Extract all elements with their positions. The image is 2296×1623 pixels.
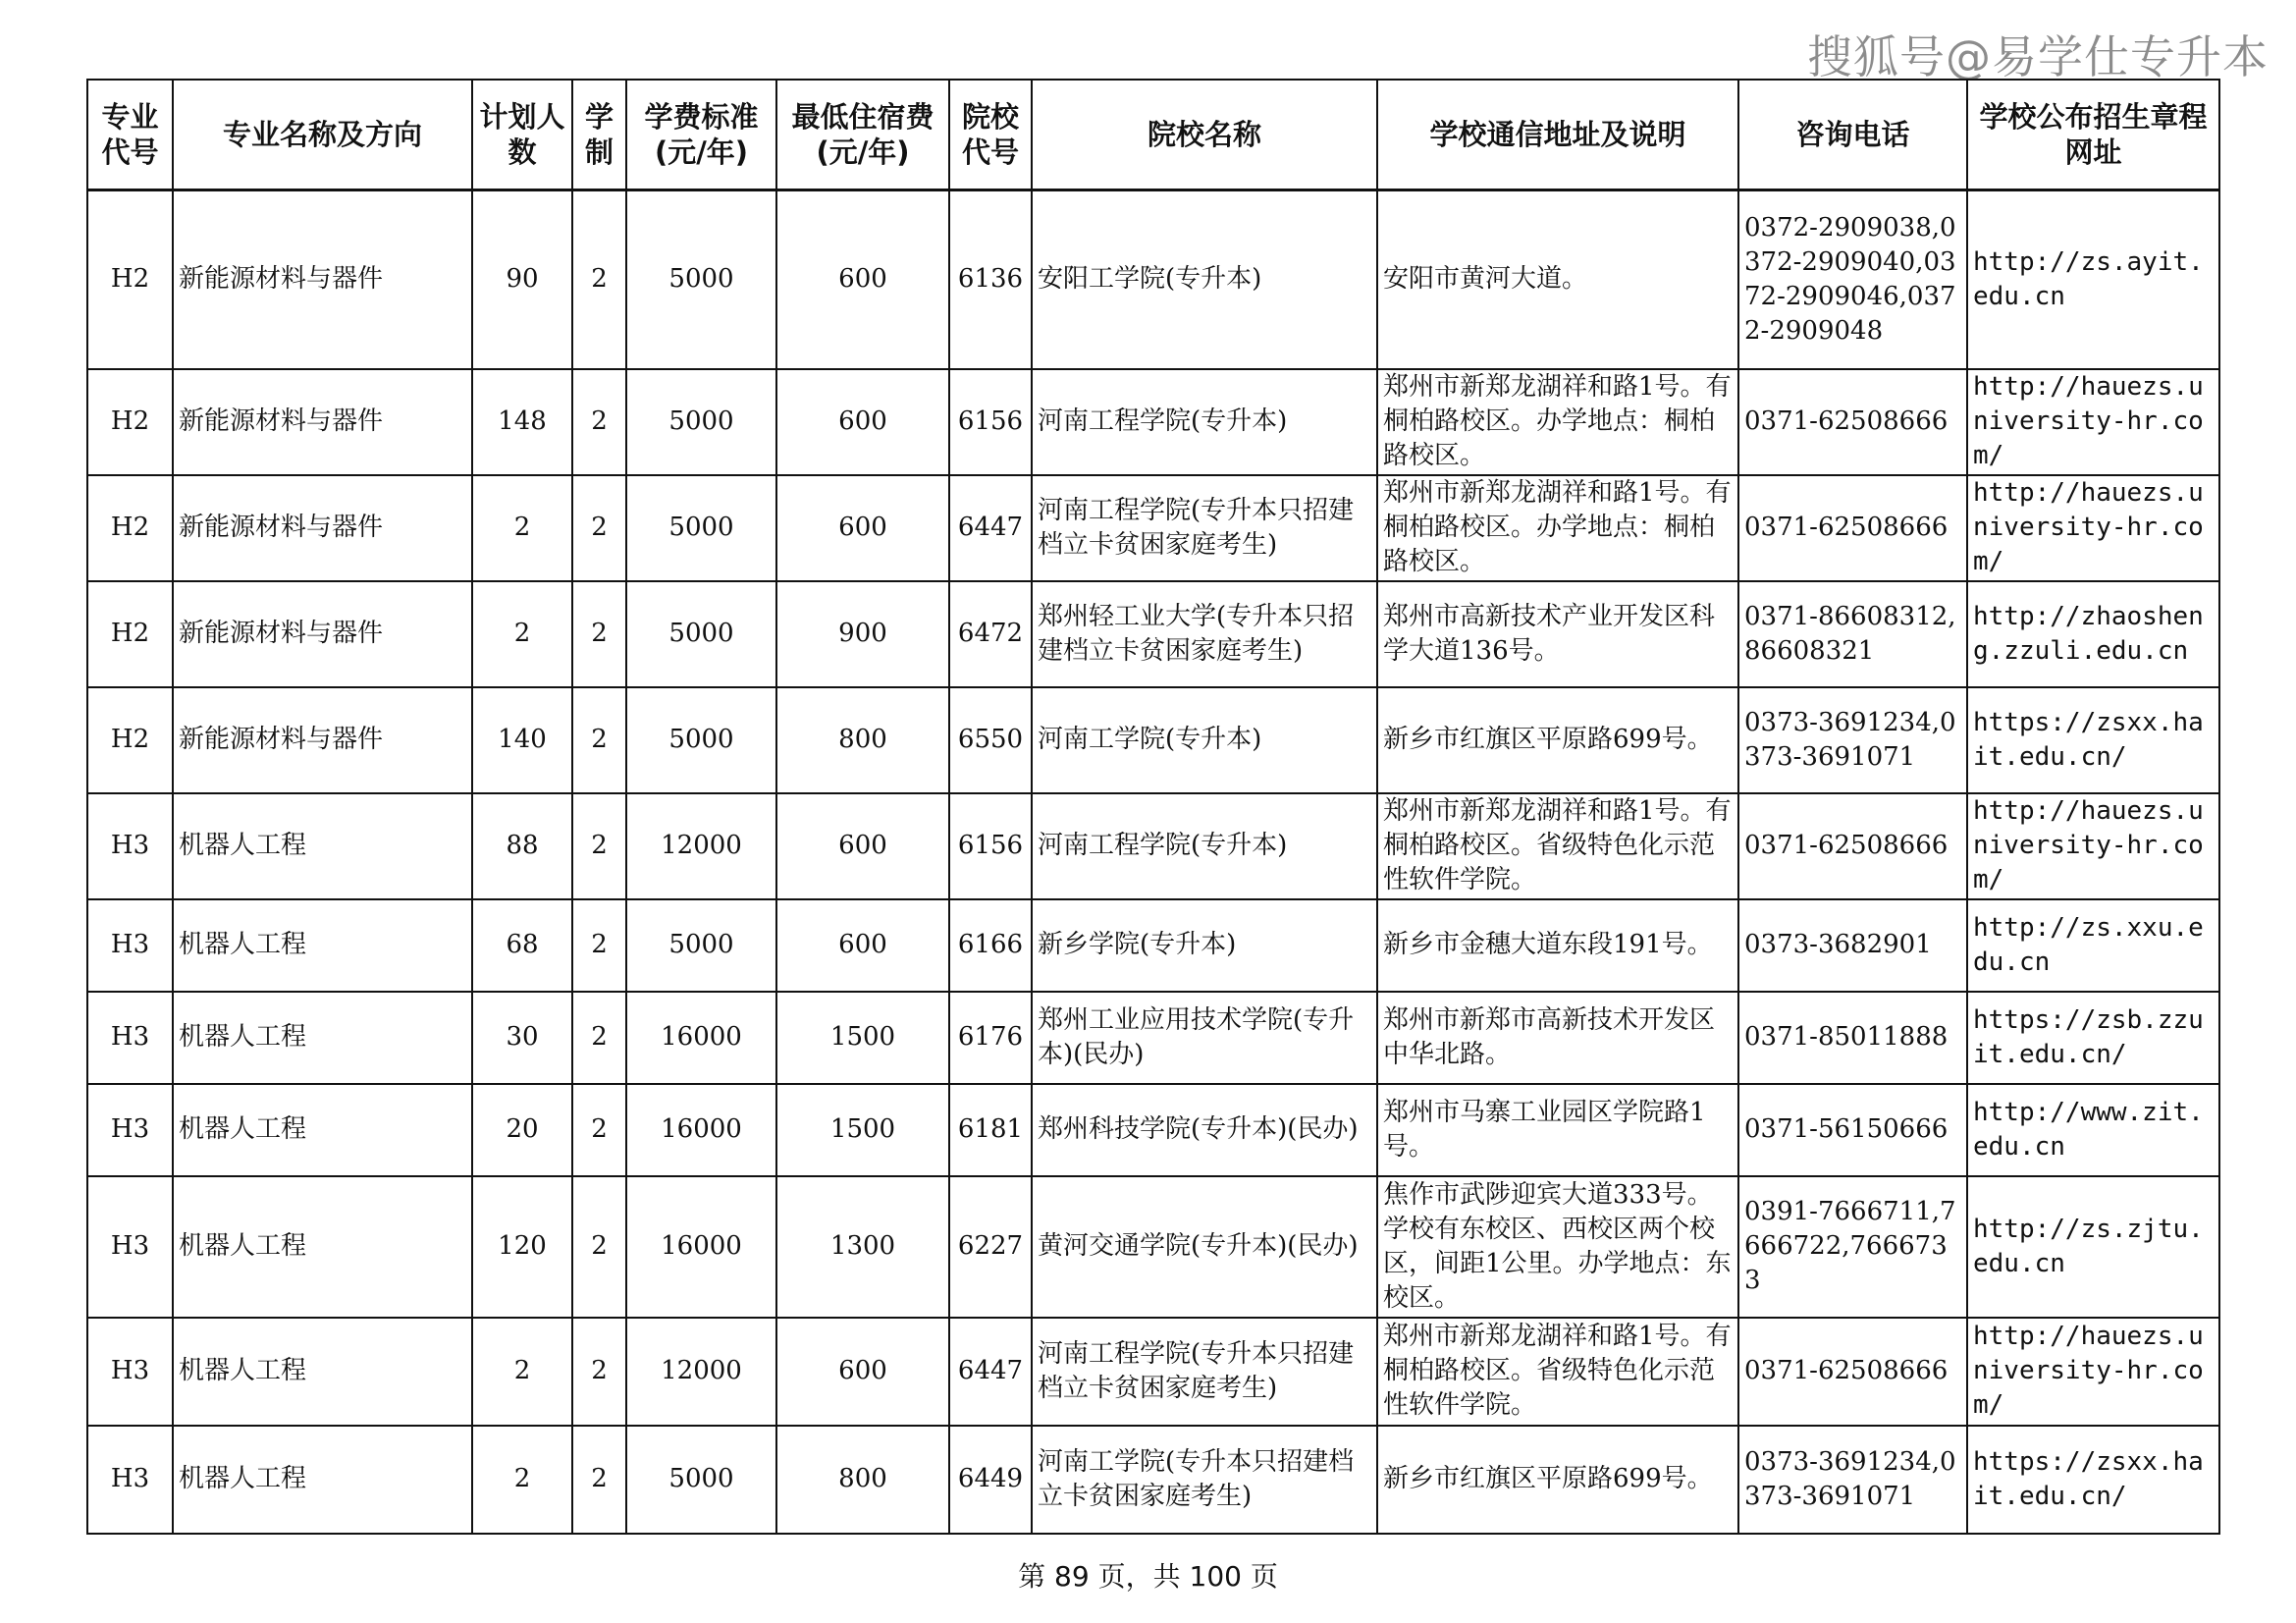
cell-url: http://www.zit.edu.cn bbox=[1967, 1084, 2219, 1176]
header-url: 学校公布招生章程网址 bbox=[1967, 80, 2219, 190]
footer-middle: 页，共 bbox=[1097, 1560, 1181, 1593]
cell-lodging: 900 bbox=[776, 581, 949, 687]
cell-years: 2 bbox=[572, 1176, 626, 1318]
cell-url: http://zhaosheng.zzuli.edu.cn bbox=[1967, 581, 2219, 687]
cell-phone: 0371-62508666 bbox=[1738, 793, 1967, 899]
header-school: 院校名称 bbox=[1032, 80, 1377, 190]
admissions-table bbox=[86, 79, 2220, 1535]
cell-major: 机器人工程 bbox=[173, 1084, 472, 1176]
header-phone: 咨询电话 bbox=[1738, 80, 1967, 190]
cell-lodging: 1300 bbox=[776, 1176, 949, 1318]
cell-fee: 12000 bbox=[626, 1318, 776, 1426]
cell-address: 郑州市新郑龙湖祥和路1号。有桐柏路校区。办学地点：桐柏路校区。 bbox=[1377, 475, 1738, 581]
cell-school: 郑州轻工业大学(专升本只招建档立卡贫困家庭考生) bbox=[1032, 581, 1377, 687]
cell-years: 2 bbox=[572, 992, 626, 1084]
cell-url: http://hauezs.university-hr.com/ bbox=[1967, 369, 2219, 475]
cell-major: 新能源材料与器件 bbox=[173, 475, 472, 581]
table-row bbox=[87, 1176, 2219, 1318]
cell-phone: 0371-62508666 bbox=[1738, 369, 1967, 475]
cell-major: 机器人工程 bbox=[173, 1426, 472, 1534]
cell-school-code: 6227 bbox=[949, 1176, 1032, 1318]
header-major: 专业名称及方向 bbox=[173, 80, 472, 190]
cell-years: 2 bbox=[572, 190, 626, 369]
cell-school: 河南工程学院(专升本) bbox=[1032, 369, 1377, 475]
cell-school-code: 6472 bbox=[949, 581, 1032, 687]
cell-phone: 0391-7666711,7666722,7666733 bbox=[1738, 1176, 1967, 1318]
cell-major: 新能源材料与器件 bbox=[173, 687, 472, 793]
table-row bbox=[87, 687, 2219, 793]
cell-school: 河南工学院(专升本只招建档立卡贫困家庭考生) bbox=[1032, 1426, 1377, 1534]
cell-lodging: 800 bbox=[776, 1426, 949, 1534]
cell-address: 新乡市红旗区平原路699号。 bbox=[1377, 687, 1738, 793]
cell-url: http://hauezs.university-hr.com/ bbox=[1967, 1318, 2219, 1426]
cell-address: 新乡市金穗大道东段191号。 bbox=[1377, 899, 1738, 992]
cell-address: 焦作市武陟迎宾大道333号。学校有东校区、西校区两个校区，间距1公里。办学地点：东校区。 bbox=[1377, 1176, 1738, 1318]
cell-code: H2 bbox=[87, 581, 173, 687]
cell-fee: 5000 bbox=[626, 190, 776, 369]
cell-years: 2 bbox=[572, 1426, 626, 1534]
cell-major: 机器人工程 bbox=[173, 1318, 472, 1426]
cell-fee: 5000 bbox=[626, 475, 776, 581]
cell-url: https://zsxx.hait.edu.cn/ bbox=[1967, 1426, 2219, 1534]
cell-code: H2 bbox=[87, 369, 173, 475]
cell-code: H3 bbox=[87, 1426, 173, 1534]
table-row bbox=[87, 475, 2219, 581]
cell-phone: 0373-3691234,0373-3691071 bbox=[1738, 687, 1967, 793]
cell-school: 郑州科技学院(专升本)(民办) bbox=[1032, 1084, 1377, 1176]
cell-phone: 0371-62508666 bbox=[1738, 1318, 1967, 1426]
cell-fee: 5000 bbox=[626, 899, 776, 992]
header-row bbox=[87, 80, 2219, 190]
cell-lodging: 1500 bbox=[776, 1084, 949, 1176]
cell-school: 河南工程学院(专升本只招建档立卡贫困家庭考生) bbox=[1032, 1318, 1377, 1426]
cell-school-code: 6136 bbox=[949, 190, 1032, 369]
table-row bbox=[87, 1318, 2219, 1426]
cell-fee: 16000 bbox=[626, 992, 776, 1084]
cell-url: http://zs.zjtu.edu.cn bbox=[1967, 1176, 2219, 1318]
cell-phone: 0373-3691234,0373-3691071 bbox=[1738, 1426, 1967, 1534]
cell-plan: 2 bbox=[472, 1318, 572, 1426]
cell-address: 郑州市新郑龙湖祥和路1号。有桐柏路校区。省级特色化示范性软件学院。 bbox=[1377, 793, 1738, 899]
cell-fee: 16000 bbox=[626, 1176, 776, 1318]
cell-url: http://hauezs.university-hr.com/ bbox=[1967, 475, 2219, 581]
cell-fee: 5000 bbox=[626, 687, 776, 793]
cell-code: H3 bbox=[87, 992, 173, 1084]
cell-plan: 2 bbox=[472, 581, 572, 687]
cell-code: H3 bbox=[87, 1084, 173, 1176]
cell-school: 黄河交通学院(专升本)(民办) bbox=[1032, 1176, 1377, 1318]
cell-years: 2 bbox=[572, 687, 626, 793]
cell-plan: 148 bbox=[472, 369, 572, 475]
cell-phone: 0371-62508666 bbox=[1738, 475, 1967, 581]
cell-url: http://zs.xxu.edu.cn bbox=[1967, 899, 2219, 992]
cell-school: 郑州工业应用技术学院(专升本)(民办) bbox=[1032, 992, 1377, 1084]
cell-plan: 140 bbox=[472, 687, 572, 793]
header-fee: 学费标准(元/年) bbox=[626, 80, 776, 190]
cell-plan: 20 bbox=[472, 1084, 572, 1176]
cell-school-code: 6166 bbox=[949, 899, 1032, 992]
cell-code: H2 bbox=[87, 475, 173, 581]
watermark: 搜狐号@易学仕专升本 bbox=[1807, 30, 2269, 83]
cell-school-code: 6156 bbox=[949, 793, 1032, 899]
cell-code: H2 bbox=[87, 687, 173, 793]
cell-lodging: 600 bbox=[776, 475, 949, 581]
footer-prefix: 第 bbox=[1018, 1560, 1046, 1593]
cell-code: H3 bbox=[87, 1318, 173, 1426]
cell-url: https://zsb.zzuit.edu.cn/ bbox=[1967, 992, 2219, 1084]
cell-plan: 2 bbox=[472, 1426, 572, 1534]
cell-address: 郑州市新郑市高新技术开发区中华北路。 bbox=[1377, 992, 1738, 1084]
cell-phone: 0371-85011888 bbox=[1738, 992, 1967, 1084]
cell-school-code: 6176 bbox=[949, 992, 1032, 1084]
cell-major: 机器人工程 bbox=[173, 899, 472, 992]
cell-school-code: 6447 bbox=[949, 1318, 1032, 1426]
cell-url: https://zsxx.hait.edu.cn/ bbox=[1967, 687, 2219, 793]
cell-code: H3 bbox=[87, 899, 173, 992]
footer-suffix: 页 bbox=[1250, 1560, 1278, 1593]
page-footer bbox=[0, 1555, 2296, 1595]
cell-major: 新能源材料与器件 bbox=[173, 190, 472, 369]
cell-major: 机器人工程 bbox=[173, 992, 472, 1084]
table-row bbox=[87, 899, 2219, 992]
table-row bbox=[87, 793, 2219, 899]
cell-fee: 16000 bbox=[626, 1084, 776, 1176]
cell-fee: 5000 bbox=[626, 581, 776, 687]
cell-code: H2 bbox=[87, 190, 173, 369]
table-row bbox=[87, 1084, 2219, 1176]
cell-address: 郑州市马寨工业园区学院路1号。 bbox=[1377, 1084, 1738, 1176]
cell-major: 新能源材料与器件 bbox=[173, 369, 472, 475]
cell-url: http://hauezs.university-hr.com/ bbox=[1967, 793, 2219, 899]
cell-school-code: 6449 bbox=[949, 1426, 1032, 1534]
table-row bbox=[87, 992, 2219, 1084]
cell-fee: 12000 bbox=[626, 793, 776, 899]
cell-years: 2 bbox=[572, 581, 626, 687]
cell-address: 新乡市红旗区平原路699号。 bbox=[1377, 1426, 1738, 1534]
table-row bbox=[87, 581, 2219, 687]
cell-lodging: 600 bbox=[776, 369, 949, 475]
header-lodging: 最低住宿费(元/年) bbox=[776, 80, 949, 190]
cell-code: H3 bbox=[87, 1176, 173, 1318]
cell-major: 新能源材料与器件 bbox=[173, 581, 472, 687]
cell-school: 河南工程学院(专升本) bbox=[1032, 793, 1377, 899]
cell-fee: 5000 bbox=[626, 1426, 776, 1534]
footer-total-pages: 100 bbox=[1189, 1560, 1242, 1593]
header-years: 学制 bbox=[572, 80, 626, 190]
cell-school: 河南工程学院(专升本只招建档立卡贫困家庭考生) bbox=[1032, 475, 1377, 581]
header-plan: 计划人数 bbox=[472, 80, 572, 190]
cell-plan: 90 bbox=[472, 190, 572, 369]
cell-major: 机器人工程 bbox=[173, 793, 472, 899]
cell-code: H3 bbox=[87, 793, 173, 899]
cell-plan: 120 bbox=[472, 1176, 572, 1318]
cell-phone: 0371-56150666 bbox=[1738, 1084, 1967, 1176]
cell-school: 安阳工学院(专升本) bbox=[1032, 190, 1377, 369]
cell-years: 2 bbox=[572, 369, 626, 475]
cell-school-code: 6550 bbox=[949, 687, 1032, 793]
cell-plan: 30 bbox=[472, 992, 572, 1084]
table-row bbox=[87, 190, 2219, 369]
cell-school-code: 6447 bbox=[949, 475, 1032, 581]
cell-phone: 0371-86608312,86608321 bbox=[1738, 581, 1967, 687]
cell-years: 2 bbox=[572, 793, 626, 899]
cell-school: 新乡学院(专升本) bbox=[1032, 899, 1377, 992]
table-row bbox=[87, 1426, 2219, 1534]
cell-lodging: 600 bbox=[776, 190, 949, 369]
header-address: 学校通信地址及说明 bbox=[1377, 80, 1738, 190]
cell-address: 安阳市黄河大道。 bbox=[1377, 190, 1738, 369]
cell-years: 2 bbox=[572, 899, 626, 992]
cell-address: 郑州市新郑龙湖祥和路1号。有桐柏路校区。办学地点：桐柏路校区。 bbox=[1377, 369, 1738, 475]
cell-years: 2 bbox=[572, 1084, 626, 1176]
header-code: 专业代号 bbox=[87, 80, 173, 190]
cell-school-code: 6156 bbox=[949, 369, 1032, 475]
cell-school-code: 6181 bbox=[949, 1084, 1032, 1176]
cell-plan: 68 bbox=[472, 899, 572, 992]
cell-plan: 2 bbox=[472, 475, 572, 581]
cell-phone: 0373-3682901 bbox=[1738, 899, 1967, 992]
cell-lodging: 600 bbox=[776, 793, 949, 899]
cell-plan: 88 bbox=[472, 793, 572, 899]
footer-page-number: 89 bbox=[1054, 1560, 1090, 1593]
cell-years: 2 bbox=[572, 1318, 626, 1426]
cell-lodging: 600 bbox=[776, 1318, 949, 1426]
cell-fee: 5000 bbox=[626, 369, 776, 475]
cell-major: 机器人工程 bbox=[173, 1176, 472, 1318]
cell-url: http://zs.ayit.edu.cn bbox=[1967, 190, 2219, 369]
cell-phone: 0372-2909038,0372-2909040,0372-2909046,0372-2909048 bbox=[1738, 190, 1967, 369]
cell-years: 2 bbox=[572, 475, 626, 581]
cell-lodging: 800 bbox=[776, 687, 949, 793]
cell-address: 郑州市高新技术产业开发区科学大道136号。 bbox=[1377, 581, 1738, 687]
cell-lodging: 1500 bbox=[776, 992, 949, 1084]
header-school-code: 院校代号 bbox=[949, 80, 1032, 190]
cell-address: 郑州市新郑龙湖祥和路1号。有桐柏路校区。省级特色化示范性软件学院。 bbox=[1377, 1318, 1738, 1426]
cell-school: 河南工学院(专升本) bbox=[1032, 687, 1377, 793]
table-row bbox=[87, 369, 2219, 475]
cell-lodging: 600 bbox=[776, 899, 949, 992]
